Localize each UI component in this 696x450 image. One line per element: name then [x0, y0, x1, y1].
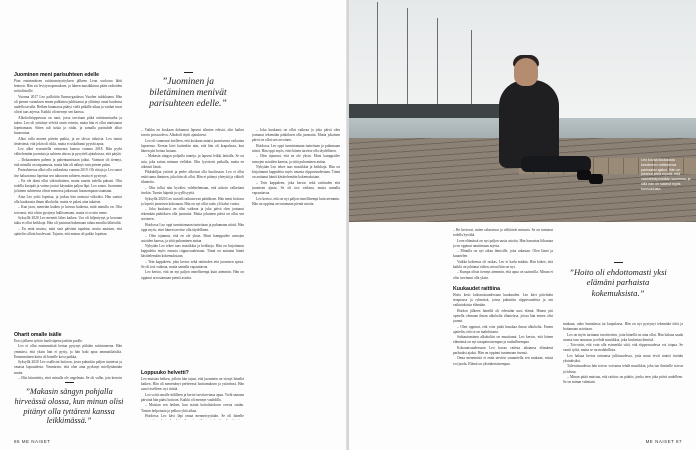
body-paragraph: Nykyään Leo tekee taas musiikkia ja keikkoja. Hän on kirjoittanut kappaleita myös omasta riippuvuudestaan. Tämä on auttanut häntä käsittelemään kokemuksiaan.: [252, 164, 340, 180]
body-paragraph: – Minun pitää muistaa, että raittius on päätös, jonka teen joka päivä uudelleen. Se on minun valintani.: [563, 375, 683, 385]
body-paragraph: Syksyllä 2020 Leo tuosteli ratkaisevan päätöksen. Hän meni hoitoon ja lopetti juomisen kokonaan. Hän on nyt ollut raitis yli kaksi vuotta.: [141, 196, 244, 206]
body-paragraph: mukaan, onko humalassa tai krapulassa. Hän on nyt pystynyt tekemään töitä ja hoitamaan asioitaan.: [563, 322, 683, 332]
body-paragraph: Tulevaisuudessa hän toivoo voivansa tehdä musiikkia, joka tuo ihmisille toivoa ja lohtua.: [563, 364, 683, 374]
body-paragraph: Alkoi tulla monen päivän putkia, ja ne olivat tuhoisia. Leo tuntui tietävänsä, että jokin oli rikki, mutta ei uskaltanut pyytää apua.: [14, 136, 122, 146]
body-paragraph: – Tein kappaleen, joka kertoo sekä raittiuden että juomisen ajasta. Se oli tosi vaikeaa, mutta samalla vapauttavaa.: [252, 180, 340, 196]
pullquote-rule: [614, 262, 623, 263]
body-paragraph: Leo on myös tarttunut tavoitteisiin, joita hänellä on aina ollut. Hän haluaa saada uransa taas nousuun ja tehdä musiikkia, joka koskettaa ihmisiä.: [563, 332, 683, 342]
photo-caption: Leo kuvaa kuukausia kestäneen raittiutensa parhaaksi ajaksi. Hän on jakanut sekä myötä- että vastoinkäymisiään somessa, ja sillä hän on saanut myös kannustusta.: [641, 158, 691, 191]
section-heading: Juominen meni parisuhteen edelle: [14, 72, 100, 78]
person-head: [514, 58, 538, 86]
body-paragraph: – Olen tajunnut, että en ole yksin. Moni kamppailee samojen asioiden kanssa, ja siitä puhuminen auttaa.: [141, 233, 244, 243]
pullquote-left-bottom: [10, 382, 128, 426]
left-page: [0, 0, 347, 450]
body-paragraph: – Minulla on nyt aikaa ihmisille, joita rakastan. Olen läsnä ja kuuntelen.: [453, 249, 553, 259]
person-shoe: [589, 174, 603, 184]
body-paragraph: – Toivoisin, että voin olla esimerkki siitä, että riippuvuudesta voi toipua. Se vaatii työtä, mutta se on mahdollista.: [563, 343, 683, 353]
pullquote-right: [563, 262, 673, 298]
left-column-3: [252, 128, 340, 418]
pullquote-text: ”Juominen ja biletäminen menivät parisuhteen edelle.”: [149, 77, 227, 109]
body-paragraph: Aina Leo yritti lopettaa, ja joskus hän onnistui viikoiksi. Hän saattoi olla kuukausia ilman alkoholia, mutta se palasi aina takaisin.: [14, 194, 122, 204]
portrait-photo: [349, 0, 696, 222]
body-paragraph: Omia menemisiä ei enää tarvitse suunnitella sen mukaan, missä voi juoda. Elämä on yksinkertaisempaa.: [453, 356, 553, 366]
pullquote-text: ”Makasin sängyn pohjalla hirveässä olossa, kun minun olisi pitänyt olla tyttäreni kanssa leikkimässä.”: [14, 387, 124, 426]
body-paragraph: Kokonaisuudessaan Leo kuvaa raitista aikaansa elämänsä parhaaksi ajaksi. Hän on oppinut tuntemaan itsensä.: [453, 345, 553, 355]
left-column-1-lower: [14, 330, 122, 380]
left-column-2-lower: [141, 368, 244, 420]
body-paragraph: Alkoholiriippuvuus on tauti, jossa tarvitaan pitkä raitistumisaika ja tukea. Leo oli yrittänyt selvitä omin voimin, mutta hän ei ollut onnistunut lopettamaan. Sitten tuli tuska ja riidat, ja samalla parisuhde alkoi huonontua.: [14, 115, 122, 136]
body-paragraph: – Olin kiinnitetty, ettei minulla ole ongelmaa. Se oli valhe, jota kerroin: [18, 375, 122, 380]
body-paragraph: Parisuhteessa alkoi olla vaikeuksia vuonna 2019. Oli riitoja ja Leo sanoi itse haluavansa lopettaa sen tuhoavan suhteen, mutta ei pystynyt.: [14, 168, 122, 178]
body-paragraph: Syksyllä 2020 Leo menetti lähes kaiken. Ura oli hiljentynyt ja koronan takia ei ollut keikkoja. Hän oli joutunut hakemaan rahaa monilta läheisiltä.: [14, 216, 122, 226]
body-paragraph: – Muistan sen hetken, kun astuin hoitolaitoksen ovesta sisään. Tunsin helpotusta ja pelkoa yhtä aikaa.: [141, 403, 244, 413]
body-paragraph: – Kun juon, menetän kaiken ja luovun kaikesta, mitä minulla on. Olin toivonut, että olisin pystynyt hallitsemaan, mutta ei se niin mene.: [14, 205, 122, 215]
body-paragraph: Pikkuhiljaa ystävät ja perhe alkoivat olla huolissaan. Leo ei ollut enää sama ihminen, joka hän oli ollut. Hän ei pitänyt yhteyttä ja vältteli tilanteita.: [141, 170, 244, 185]
body-paragraph: – He kertovat, miten rakastavat ja välittävät minusta. Se on tuntunut todella hyvältä.: [453, 228, 553, 238]
body-paragraph: – Vaikka en koskaan dokannut lapseni silmien edessä, olin kaikin tavoin poissaoleva. Alkoholi täytti ajatukseni.: [141, 128, 244, 138]
body-paragraph: – Olen oppinut, että voin pitää hauskaa ilman alkoholia. Ennen ajattelin, että se on mahdotonta.: [453, 324, 553, 334]
body-paragraph: Erosi jälkeen työtön huolisiipena jaettiin paolle.: [14, 339, 83, 343]
right-column-1-lower: [453, 284, 553, 420]
folio-left: 86 ME NAISET: [14, 439, 51, 444]
pullquote-text: ”Hoito oli ehdottomasti yksi elämäni parhaista kokemuksista.”: [569, 267, 667, 298]
body-paragraph: – Makasin sängyn pohjalla tunteja, ja lapseni leikki lattialla. Se on asia, joka sattuu minuun vieläkin. Olin fyysisesti paikalla, mutta en oikeasti läsnä.: [141, 154, 244, 169]
left-column-2: [141, 128, 244, 368]
body-paragraph: Vuonna 2017 Leo palkittiin Emma-gaalassa Vuoden tulokkaana. Hän oli pienen varauksen ennen palkintoa juhlistanut ja ylittänyt omat kuulensa uudella tavalla. Hetken huumassa päätyi vielä pitkälle aikaa ja vanhat tavat olivat taas arjessa. Kaikki oli mennyt sen kanssa.: [14, 94, 122, 115]
body-paragraph: Leo soitti omalle äidilleen ja kertoi tarvitsevansa apua. Vielä samana päivänä hän pääsi hoitoon. Kaikki oli mennyt vauhdilla.: [141, 392, 244, 402]
folio-right: ME NAISET 87: [645, 439, 682, 444]
body-paragraph: Hoidon jälkeen hänellä oli edessään uusi elämä. Hänen piti opetella olemaan ilman alkoholia tilanteissa, joissa hän ennen olisi juonut.: [453, 308, 553, 324]
body-paragraph: Pian ensimmäisen raitistumisyrityksen jälkeen Leon sooloura lähti lentoon. Hän sai levytyssopimuksen, ja hänen musiikkinsa pääsi radioiden soittolistoille.: [14, 79, 122, 94]
body-paragraph: Leo oli vannonut itselleen, että koskaan antaisi juomisensa vaikuttaa lapseensa. Kerran kävi kuitenkin niin, että hän oli krapulassa, kun hänen piti hoitaa lastaan.: [141, 138, 244, 153]
body-paragraph: Nykyään Leo tekee taas musiikkia ja keikkoja. Hän on kirjoittanut kappaleita myös omasta riippuvuudestaan. Tämä on auttanut häntä käsittelemään kokemuksiaan.: [141, 244, 244, 259]
body-paragraph: – Joka kuukausi on ollut vaikeaa ja joka päivä olen joutunut tekemään päätöksen olla juomatta. Mutta jokainen päivä on ollut sen arvoinen.: [252, 128, 340, 143]
pullquote-left-top: [148, 72, 228, 110]
section-heading: Kuukaudet raittiina: [453, 286, 500, 292]
right-column-1: [453, 228, 553, 280]
body-paragraph: Leo kertoo, että on nyt paljon onnellisempi kuin aiemmin. Hän on oppinut arvostamaan pieniä asioita.: [141, 270, 244, 280]
body-paragraph: Leon elämässä on nyt paljon uusia asioita. Hän harrastaa liikuntaa ja on oppinut nauttimaan arjesta.: [453, 238, 553, 248]
body-paragraph: – Kumpa olisin tiennyt aiemmin, että apua on saatavilla. Minun ei olisi tarvinnut olla yksin.: [453, 270, 553, 280]
left-column-1: [14, 70, 122, 328]
body-paragraph: Hoito kesti kokonaisuudessaan kuukauden. Leo kävi päivittäin terapiassa ja ryhmissä, joissa puhuttiin riippuvuudesta ja sen vaikutuksista elämään.: [453, 293, 553, 308]
section-heading: Oharit omalle isälle: [14, 332, 62, 338]
person-body: [499, 80, 559, 168]
body-paragraph: – En ole ikinä ollut väkivaltainen, mutta sanoin todella pahasti. Olin todella kusipää ja vaimo joutui käymään paljon läpi, Leo sanoo. Juominen ja hänen suhteensa olivat menossa jatkuvasti huonompaan suuntaan.: [14, 179, 122, 194]
body-paragraph: Leo haluaa kertoa tarinansa julkisuudessa, jotta muut eivät tuntisi itseään yksinäisiksi.: [563, 353, 683, 363]
body-paragraph: – Dokaaminen paheni ja pahentumistaan jatkui. Vaimoni oli tiennyt, että minulla on taipumusta, mutta hän oli nähnyt vain pienen palan.: [14, 157, 122, 167]
body-paragraph: Hoidossa Leo oppi tunnistamaan tunteitaan ja puhumaan niistä. Hän oppi myös, ettei hänen tarvitse olla täydellinen.: [252, 143, 340, 153]
body-paragraph: – Olen tajunnut, että en ole yksin. Moni kamppailee samojen asioiden kanssa, ja siitä puhuminen auttaa.: [252, 154, 340, 164]
pullquote-rule: [184, 72, 193, 73]
body-paragraph: Leo kertoo, että on nyt paljon onnellisempi kuin aiemmin. Hän on oppinut arvostamaan pieniä asioita.: [252, 196, 340, 206]
body-paragraph: Leo muistaa hetken, jolloin hän tajusi, että juominen on vienyt häneltä kaiken. Hän oli menettänyt perheensä luottamuksen ja ystävänsä. Hän sanoi itselleen: nyt riittää.: [141, 377, 244, 392]
body-paragraph: – En enää muista, mitä sinä päivänä tapahtui, mutta muistan, että ajattelin silloin kuolevani. Tajusin, että minun oli pakko lopettaa.: [14, 226, 122, 236]
body-paragraph: Hoidossa Leo kävi läpi omaa menneisyyttään. Se oli hänelle: [145, 413, 244, 418]
body-paragraph: – Tein kappaleen, joka kertoo sekä raittiuden että juomisen ajasta. Se oli tosi vaikeaa, mutta samalla vapauttavaa.: [141, 259, 244, 270]
right-page: [349, 0, 696, 450]
right-column-2: [563, 322, 683, 420]
body-paragraph: Vaikka kokemus oli raskas, Leo ei kadu mitään. Hän kokee, että kaikki on johtanut siihen, missä hän on nyt.: [453, 259, 553, 269]
body-paragraph: – Olin tullut niin hyväksi valehtelemaan, että uskoin valheitani itsekin. Tunsin häpeää ja syyllisyyttä.: [141, 185, 244, 196]
body-paragraph: Syksyllä 2020 Leo osallistui hoitoon, jossa puhuttiin paljon tunteista ja omasta lapsuudesta. Ymmärsin, että olen aina pyrkinyt miellyttämään muita.: [14, 360, 122, 375]
section-heading: Loppuuko helvetti?: [141, 370, 189, 376]
body-paragraph: Hoidossa Leo oppi tunnistamaan tunteitaan ja puhumaan niistä. Hän oppi myös, ettei hänen tarvitse olla täydellinen.: [141, 222, 244, 233]
pullquote-rule: [65, 382, 74, 383]
body-paragraph: Suhtautuminen alkoholiin on muuttunut. Leo kertoo, että hänen elämänsä on nyt tasapainoisempaa ja rauhallisempaa.: [453, 335, 553, 345]
body-paragraph: – Joka kuukausi on ollut vaikeaa ja joka päivä olen joutunut tekemään päätöksen olla juomatta. Mutta jokainen päivä on ollut sen arvoinen.: [141, 207, 244, 222]
body-paragraph: Leo alkoi seurustella vaimonsa kanssa vuonna 2018. Hän pyrki välttelemään juomista ja suhteen alussa ja pysytteli ajatuksissa, että pärjää.: [14, 147, 122, 157]
body-paragraph: Leo ei ollut ensimmäistä kertaa pysynyt pitkään raitistuneena. Hän ymmärsi, että yksin hän ei pysty, ja hän haki apua ammattilaisilta. Ensimmäinen kerta oli hänelle kova paikka.: [14, 344, 122, 359]
